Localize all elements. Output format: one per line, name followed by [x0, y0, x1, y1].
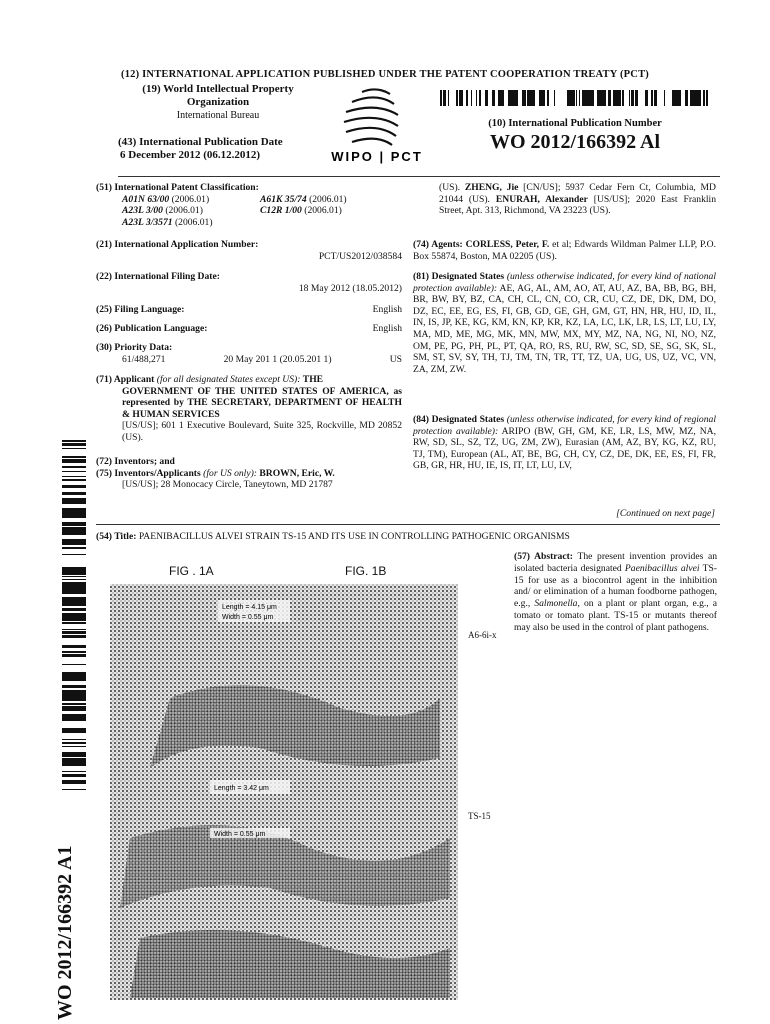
agents-name: CORLESS, Peter, F. — [465, 239, 550, 250]
filing-date-label: (22) International Filing Date: — [96, 271, 220, 282]
micrograph-figure — [110, 564, 458, 1000]
agents-label: (74) Agents: — [413, 239, 463, 250]
filing-date: 18 May 2012 (18.05.2012) — [298, 282, 402, 294]
pub-date-label: (43) International Publication Date — [118, 136, 283, 148]
abstract-label: (57) Abstract: — [514, 551, 573, 562]
inventors-cont-block — [413, 182, 716, 217]
applicant-qualifier: (for all designated States except US): — [156, 374, 301, 385]
app-number: PCT/US2012/038584 — [318, 250, 402, 262]
designated-national-list: AE, AG, AL, AM, AO, AT, AU, AZ, BA, BB, BG, BH, BR, BW, BY, BZ, CA, CH, CL, CN, CO, CR, CU, CZ, DE, DK, DM, DO, DZ, EC, EE, EG, ES, FI, GB, GD, GE, GH, GM, GT, HN, HR, HU, ID, IL, IN, IS, JP, KE, KG, KM, KN, KP, KR, KZ, LA, LC, LK, LR, LS, LT, LU, LY, MA, MD, ME, MG, MK, MN, MW, MX, MY, MZ, NA, NG, NI, NO, NZ, OM, PE, PG, PH, PL, PT, QA, RO, RS, RU, RW, SC, SD, SE, SG, SK, SL, SM, ST, SV, SY, TH, TJ, TM, TN, TR, TT, TZ, UA, UG, US, UZ, VC, VN, ZA, ZM, ZW. — [413, 282, 716, 375]
ipc-code: C12R 1/00 — [260, 205, 302, 217]
agents-address: et al; Edwards Wildman Palmer LLP, P.O. Box 55874, Boston, MA 02205 (US). — [413, 239, 716, 262]
priority-block — [96, 342, 402, 365]
top-barcode — [440, 90, 708, 106]
app-number-label: (21) International Application Number: — [96, 239, 259, 250]
filing-lang-label: (25) Filing Language: — [96, 304, 185, 315]
priority-country: US — [389, 353, 402, 365]
wipo-organization — [108, 83, 328, 122]
ipc-date: (2006.01) — [174, 216, 213, 228]
pub-lang-label: (26) Publication Language: — [96, 323, 208, 334]
org-line-3: International Bureau — [176, 110, 260, 121]
abstract-text: on a plant or plant organ, e.g., a tomato or tomato plant. TS-15 or mutants thereof may also be used in the control of plant pathogens. — [514, 598, 717, 633]
title-label: (54) Title: — [96, 531, 137, 542]
abstract-text: The present invention provides an isolated bacteria designated — [514, 551, 718, 574]
ipc-code: A01N 63/00 — [122, 193, 170, 205]
pub-lang: English — [372, 323, 402, 334]
filing-lang: English — [372, 304, 402, 315]
side-barcode — [62, 440, 86, 790]
priority-number: 61/488,271 — [122, 353, 166, 365]
logo-text: WIPO | PCT — [331, 149, 423, 164]
org-line-1: (19) World Intellectual Property — [142, 83, 294, 95]
barcode-icon — [62, 440, 86, 790]
ipc-code: A23L 3/3571 — [122, 216, 173, 228]
designated-regional-label: (84) Designated States — [413, 414, 505, 425]
measurement-label: Width = 0.55 μm — [222, 614, 274, 621]
inventor-address-end: (US). — [439, 182, 461, 193]
ipc-date: (2006.01) — [304, 205, 342, 217]
applicant-label: (71) Applicant — [96, 374, 155, 385]
priority-label: (30) Priority Data: — [96, 342, 173, 353]
header-divider — [118, 176, 720, 177]
applicant-name-cont: GOVERNMENT OF THE UNITED STATES OF AMERICA, as represented by THE SECRETARY, DEPARTMENT OF HEALTH & HUMAN SERVICES — [122, 385, 402, 420]
designated-national-label: (81) Designated States — [413, 271, 505, 282]
inventors-applicants-label: (75) Inventors/Applicants — [96, 467, 201, 479]
abstract-text: TS-15 for use as a biocontrol agent in the inhibition and/ or elimination of a human foodborne pathogen, e.g., — [514, 562, 717, 610]
fig-1b-label: FIG. 1B — [342, 564, 389, 578]
agents-block — [413, 239, 716, 262]
measurement-label: Length = 3.42 μm — [214, 785, 269, 792]
org-line-2: Organization — [186, 96, 250, 108]
ipc-date: (2006.01) — [309, 193, 347, 205]
inventors-block — [96, 456, 402, 491]
inventors-qualifier: (for US only): — [203, 467, 257, 479]
title-divider — [96, 524, 720, 525]
filing-lang-row — [96, 304, 402, 316]
priority-date: 20 May 201 1 (20.05.201 1) — [223, 353, 332, 365]
measurement-label: Length = 4.15 μm — [222, 604, 277, 611]
ipc-code: A61K 35/74 — [260, 193, 307, 205]
abstract-organism: Paenibacillus alvei — [624, 562, 700, 574]
ipc-block — [96, 182, 402, 228]
treaty-header: (12) INTERNATIONAL APPLICATION PUBLISHED UNDER THE PATENT COOPERATION TREATY (PCT) — [121, 69, 649, 80]
inventor-name: ZHENG, Jie — [464, 182, 519, 193]
ipc-date: (2006.01) — [165, 205, 203, 217]
pub-date-block — [118, 136, 328, 162]
side-publication-number: WO 2012/166392 A1 — [54, 845, 76, 1020]
app-number-block — [96, 239, 402, 262]
title-line — [96, 531, 720, 542]
barcode-icon — [440, 90, 708, 106]
inventor-name: BROWN, Eric, W. — [259, 467, 335, 479]
strain-label-a: A6-6i-x — [468, 630, 497, 640]
filing-date-block — [96, 271, 402, 294]
designated-regional-block — [413, 414, 716, 472]
inventor-address: [CN/US]; 5937 Cedar Fern Ct, Columbia, MD 21044 (US). — [439, 182, 716, 205]
wipo-logo — [322, 82, 432, 166]
pub-lang-row — [96, 323, 402, 335]
applicant-address: [US/US]; 601 1 Executive Boulevard, Suite 325, Rockville, MD 20852 (US). — [122, 420, 402, 443]
measurement-label: Width = 0.55 μm — [214, 831, 266, 838]
inventor-address: [US/US]; 2020 East Franklin Street, Apt. 313, Richmond, VA 23223 (US). — [439, 193, 716, 217]
ipc-label: (51) International Patent Classification: — [96, 182, 259, 193]
ipc-code: A23L 3/00 — [122, 205, 163, 217]
abstract-block — [514, 551, 717, 634]
abstract-pathogen: Salmonella, — [534, 598, 580, 610]
applicant-name: THE — [302, 374, 324, 385]
ipc-date: (2006.01) — [171, 193, 210, 205]
designated-regional-list: ARIPO (BW, GH, GM, KE, LR, LS, MW, MZ, NA, RW, SD, SL, SZ, TZ, UG, ZM, ZW), Eurasian (AM, AZ, BY, KG, KZ, RU, TJ, TM), European (AL, AT, BE, BG, CH, CY, CZ, DE, DK, EE, ES, FI, FR, GB, GR, HR, HU, IE, IS, IT, LT, LU, LV, — [413, 425, 716, 472]
fig-1a-label: FIG . 1A — [166, 564, 217, 578]
continued-note: [Continued on next page] — [616, 508, 715, 519]
designated-national-block — [413, 271, 716, 375]
micrograph-image — [110, 578, 458, 1000]
strain-label-b: TS-15 — [468, 811, 491, 821]
inventor-name: ENURAH, Alexander — [495, 193, 588, 205]
designated-national-qualifier: (unless otherwise indicated, for every kind of national protection available): — [413, 271, 716, 294]
pub-number: WO 2012/166392 Al — [489, 131, 660, 153]
pub-number-label: (10) International Publication Number — [488, 118, 662, 129]
inventor-address: [US/US]; 28 Monocacy Circle, Taneytown, MD 21787 — [122, 479, 333, 491]
applicant-block — [96, 374, 402, 444]
inventors-label: (72) Inventors; and — [96, 456, 175, 467]
title-text: PAENIBACILLUS ALVEI STRAIN TS-15 AND ITS USE IN CONTROLLING PATHOGENIC ORGANISMS — [138, 531, 570, 542]
pub-date: 6 December 2012 (06.12.2012) — [120, 149, 261, 161]
wipo-globe-icon — [322, 82, 432, 166]
designated-regional-qualifier: (unless otherwise indicated, for every kind of regional protection available): — [413, 414, 716, 437]
